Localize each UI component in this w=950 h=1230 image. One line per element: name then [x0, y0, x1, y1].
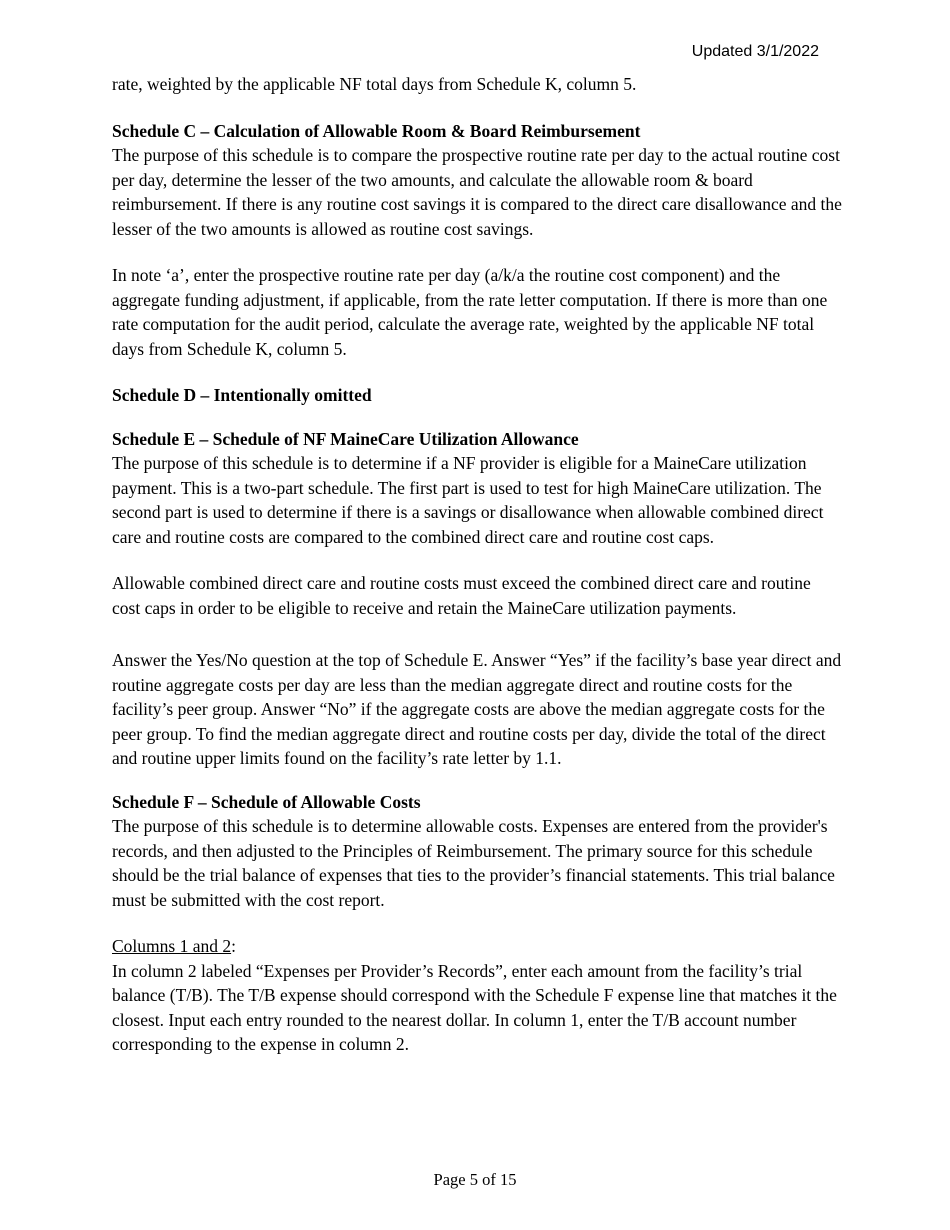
schedule-e-paragraph-2: Allowable combined direct care and routine costs must exceed the combined direct care and routine cost caps in order to be eligible to receive and retain the MaineCare utilization payments. — [112, 573, 811, 618]
schedule-c-paragraph-1: The purpose of this schedule is to compare the prospective routine rate per day to the actual routine cost per day, determine the lesser of the two amounts, and calculate the allowable room & board reimbursement. If there is any routine cost savings it is compared to the direct care disallowance and the lesser of the two amounts is allowed as routine cost savings. — [112, 145, 842, 239]
schedule-c-paragraph-2: In note ‘a’, enter the prospective routine rate per day (a/k/a the routine cost component) and the aggregate funding adjustment, if applicable, from the rate letter computation. If there is more than one rate computation for the audit period, calculate the average rate, weighted by the applicable NF total days from Schedule K, column 5. — [112, 265, 828, 359]
updated-date: Updated 3/1/2022 — [691, 43, 819, 60]
schedule-f-heading: Schedule F – Schedule of Allowable Costs — [112, 791, 421, 812]
page-number: Page 5 of 15 — [433, 1170, 517, 1189]
document-body — [112, 72, 842, 1057]
continuation-text: rate, weighted by the applicable NF total days from Schedule K, column 5. — [112, 74, 637, 94]
columns-subheading — [112, 934, 842, 959]
columns-label: Columns 1 and 2 — [112, 936, 232, 956]
schedule-e-paragraph-3: Answer the Yes/No question at the top of Schedule E. Answer “Yes” if the facility’s base year direct and routine aggregate costs per day are less than the median aggregate direct and routine costs for the facility’s peer group. Answer “No” if the aggregate costs are above the median aggregate costs for the peer group. To find the median aggregate direct and routine costs per day, divide the total of the direct and routine upper limits found on the facility’s rate letter by 1.1. — [112, 650, 842, 768]
schedule-e-paragraph-1: The purpose of this schedule is to determine if a NF provider is eligible for a MaineCare utilization payment. This is a two-part schedule. The first part is used to test for high MaineCare utilization. The second part is used to determine if there is a savings or disallowance when allowable combined direct care and routine costs are compared to the combined direct care and routine cost caps. — [112, 453, 824, 547]
schedule-c-heading: Schedule C – Calculation of Allowable Room & Board Reimbursement — [112, 120, 641, 141]
columns-colon: : — [231, 936, 236, 956]
schedule-f-paragraph-2: In column 2 labeled “Expenses per Provider’s Records”, enter each amount from the facility’s trial balance (T/B). The T/B expense should correspond with the Schedule F expense line that matches it the closest. Input each entry rounded to the nearest dollar. In column 1, enter the T/B account number corresponding to the expense in column 2. — [112, 960, 837, 1054]
schedule-f-paragraph-1: The purpose of this schedule is to determine allowable costs. Expenses are entered from the provider's records, and then adjusted to the Principles of Reimbursement. The primary source for this schedule should be the trial balance of expenses that ties to the provider’s financial statements. This trial balance must be submitted with the cost report. — [112, 816, 835, 910]
schedule-e-heading: Schedule E – Schedule of NF MaineCare Utilization Allowance — [112, 428, 579, 449]
schedule-d-heading: Schedule D – Intentionally omitted — [112, 385, 372, 405]
